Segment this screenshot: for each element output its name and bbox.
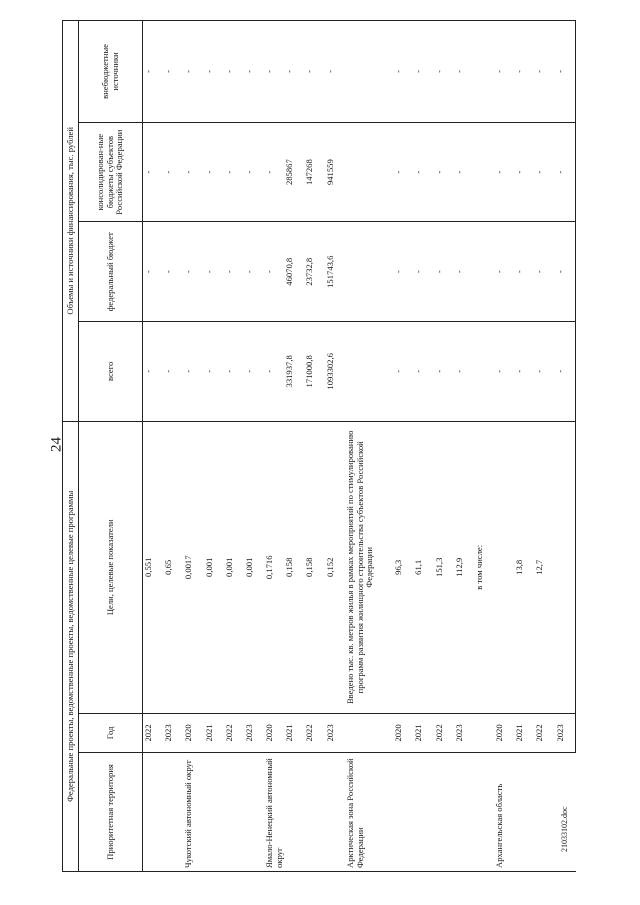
offbudget-cell: - <box>514 21 534 123</box>
offbudget-cell: - <box>555 21 576 123</box>
table-row <box>534 21 554 872</box>
value-cell: 151,3 <box>434 421 454 713</box>
total-cell: - <box>434 322 454 422</box>
regional-cell: - <box>163 122 183 222</box>
table-row <box>555 21 576 872</box>
year-cell: 2020 <box>264 713 284 752</box>
regional-cell: - <box>264 122 284 222</box>
value-cell: 0,158 <box>284 421 304 713</box>
header-territory: Приоритетная территория <box>79 752 143 871</box>
total-cell: 331937,8 <box>284 322 304 422</box>
table-row <box>284 21 304 872</box>
total-cell: - <box>514 322 534 422</box>
offbudget-cell: - <box>304 21 324 123</box>
total-cell: - <box>534 322 554 422</box>
total-cell: - <box>244 322 264 422</box>
total-cell: 1093302,6 <box>325 322 345 422</box>
year-cell: 2022 <box>224 713 244 752</box>
regional-cell: - <box>244 122 264 222</box>
financing-table <box>62 20 576 872</box>
total-cell: 171000,8 <box>304 322 324 422</box>
year-cell: 2022 <box>434 713 454 752</box>
federal-cell: - <box>204 222 224 322</box>
federal-cell: - <box>393 222 413 322</box>
regional-cell: - <box>494 122 514 222</box>
year-cell: 2022 <box>534 713 554 752</box>
federal-cell: - <box>264 222 284 322</box>
federal-cell: 23732,8 <box>304 222 324 322</box>
table-row <box>244 21 264 872</box>
regional-cell: - <box>434 122 454 222</box>
total-cell: - <box>204 322 224 422</box>
year-cell: 2023 <box>244 713 264 752</box>
total-cell: - <box>393 322 413 422</box>
federal-cell: - <box>555 222 576 322</box>
table-row <box>163 21 183 872</box>
regional-cell: - <box>204 122 224 222</box>
total-cell: - <box>224 322 244 422</box>
offbudget-cell: - <box>494 21 514 123</box>
offbudget-cell: - <box>534 21 554 123</box>
year-cell: 2021 <box>204 713 224 752</box>
total-cell: - <box>454 322 474 422</box>
offbudget-cell: - <box>393 21 413 123</box>
regional-cell: - <box>224 122 244 222</box>
federal-cell: 151743,6 <box>325 222 345 322</box>
year-cell: 2022 <box>304 713 324 752</box>
offbudget-cell: - <box>264 21 284 123</box>
year-cell: 2020 <box>393 713 413 752</box>
year-cell: 2020 <box>183 713 203 752</box>
total-cell: - <box>264 322 284 422</box>
federal-cell: - <box>434 222 454 322</box>
year-cell: 2020 <box>494 713 514 752</box>
territory-cell: Чукотский автономный округ <box>183 752 264 871</box>
total-cell: - <box>494 322 514 422</box>
table-row <box>514 21 534 872</box>
offbudget-cell: - <box>325 21 345 123</box>
year-cell: 2023 <box>325 713 345 752</box>
federal-cell: - <box>224 222 244 322</box>
year-cell: 2021 <box>514 713 534 752</box>
table-row <box>264 21 284 872</box>
table-row <box>325 21 345 872</box>
federal-cell: - <box>514 222 534 322</box>
territory-cell: Архангельская область <box>494 752 575 871</box>
federal-cell: - <box>143 222 164 322</box>
header-regional: консолидирован-ные бюджеты субъектов Российской Федерации <box>79 122 143 222</box>
federal-cell: - <box>183 222 203 322</box>
offbudget-cell: - <box>224 21 244 123</box>
year-cell: 2023 <box>555 713 576 752</box>
regional-cell: - <box>454 122 474 222</box>
header-group-financing: Объемы и источники финансирования, тыс. рублей <box>63 21 79 422</box>
header-offbudget: внебюджетные источники <box>79 21 143 123</box>
document-code: 21033102.doc <box>560 806 569 852</box>
regional-cell: 941559 <box>325 122 345 222</box>
regional-cell: 285867 <box>284 122 304 222</box>
value-cell: 12,7 <box>534 421 554 713</box>
regional-cell: - <box>393 122 413 222</box>
offbudget-cell: - <box>413 21 433 123</box>
header-total: всего <box>79 322 143 422</box>
regional-cell: - <box>555 122 576 222</box>
total-cell: - <box>413 322 433 422</box>
total-cell: - <box>555 322 576 422</box>
header-year: Год <box>79 713 143 752</box>
table-row <box>434 21 454 872</box>
regional-cell: - <box>534 122 554 222</box>
federal-cell: - <box>534 222 554 322</box>
including-label: в том числе: <box>474 421 494 713</box>
value-cell: 0,551 <box>143 421 164 713</box>
value-cell: 96,3 <box>393 421 413 713</box>
territory-cell <box>163 752 183 871</box>
total-cell: - <box>183 322 203 422</box>
total-cell: - <box>163 322 183 422</box>
page-number: 24 <box>48 437 65 452</box>
year-cell: 2023 <box>454 713 474 752</box>
federal-cell: - <box>454 222 474 322</box>
offbudget-cell: - <box>434 21 454 123</box>
offbudget-cell: - <box>163 21 183 123</box>
table-row <box>454 21 474 872</box>
value-cell: 0,001 <box>204 421 224 713</box>
header-federal: федеральный бюджет <box>79 222 143 322</box>
header-group-projects: Федеральные проекты, ведомственные проекты, ведомственные целевые программы <box>63 421 79 871</box>
value-cell: 0,152 <box>325 421 345 713</box>
header-goals: Цели, целевые показатели <box>79 421 143 713</box>
table-row <box>224 21 244 872</box>
value-cell: 0,1716 <box>264 421 284 713</box>
table-row <box>183 21 203 872</box>
rotated-table-sheet <box>62 20 576 872</box>
federal-cell: - <box>413 222 433 322</box>
table-row <box>393 21 413 872</box>
territory-cell <box>143 752 164 871</box>
offbudget-cell: - <box>143 21 164 123</box>
table-row <box>204 21 224 872</box>
regional-cell: - <box>143 122 164 222</box>
offbudget-cell: - <box>284 21 304 123</box>
value-cell: 0,158 <box>304 421 324 713</box>
regional-cell: - <box>183 122 203 222</box>
year-cell: 2021 <box>413 713 433 752</box>
value-cell <box>555 421 576 713</box>
table-row <box>304 21 324 872</box>
section-title-row <box>345 21 393 872</box>
value-cell <box>494 421 514 713</box>
year-cell: 2023 <box>163 713 183 752</box>
value-cell: 61,1 <box>413 421 433 713</box>
arctic-territory-label: Арктическая зона Российской Федерации <box>345 752 393 871</box>
offbudget-cell: - <box>204 21 224 123</box>
value-cell: 0,65 <box>163 421 183 713</box>
table-row <box>143 21 164 872</box>
offbudget-cell: - <box>244 21 264 123</box>
federal-cell: 46070,8 <box>284 222 304 322</box>
value-cell: 13,8 <box>514 421 534 713</box>
value-cell: 112,9 <box>454 421 474 713</box>
year-cell: 2021 <box>284 713 304 752</box>
federal-cell: - <box>163 222 183 322</box>
value-cell: 0,001 <box>244 421 264 713</box>
total-cell: - <box>143 322 164 422</box>
offbudget-cell: - <box>454 21 474 123</box>
year-cell: 2022 <box>143 713 164 752</box>
territory-cell: Ямало-Ненецкий автономный округ <box>264 752 345 871</box>
regional-cell: - <box>514 122 534 222</box>
section-title: Введено тыс. кв. метров жилья в рамках мероприятий по стимулированию программ развития жилищного строительства субъектов Российской Федерации <box>345 421 393 713</box>
table-row <box>494 21 514 872</box>
federal-cell: - <box>494 222 514 322</box>
including-row <box>474 21 494 872</box>
offbudget-cell: - <box>183 21 203 123</box>
table-row <box>413 21 433 872</box>
value-cell: 0,0017 <box>183 421 203 713</box>
regional-cell: - <box>413 122 433 222</box>
federal-cell: - <box>244 222 264 322</box>
value-cell: 0,001 <box>224 421 244 713</box>
regional-cell: 147268 <box>304 122 324 222</box>
